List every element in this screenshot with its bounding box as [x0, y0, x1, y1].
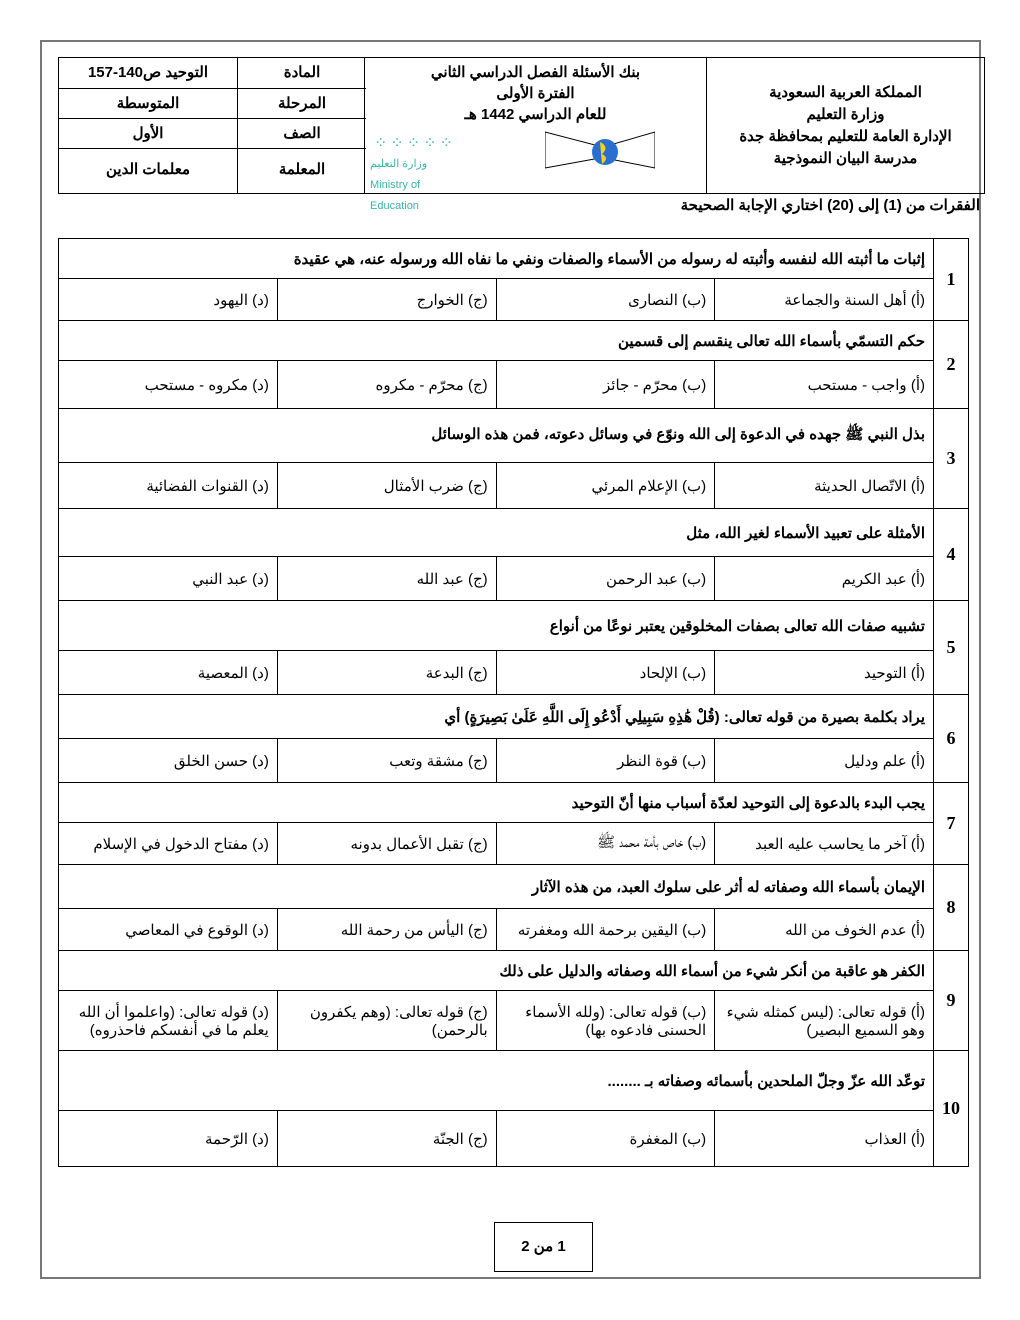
ministry-name: وزارة التعليم [806, 105, 885, 123]
options-row [59, 1111, 969, 1167]
question-text: تشبيه صفات الله تعالى بصفات المخلوقين يعتبر نوعًا من أنواع [59, 601, 934, 651]
answer-option[interactable]: (ج) عبد الله [277, 557, 496, 601]
question-row [59, 601, 969, 651]
answer-option[interactable]: (د) قوله تعالى: (واعلموا أن الله يعلم ما في أنفسكم فاحذروه) [59, 991, 278, 1051]
exam-title [364, 58, 706, 212]
answer-option[interactable]: (أ) علم ودليل [715, 739, 934, 783]
answer-option[interactable]: (ب) قوله تعالى: (ولله الأسماء الحسنى فادعوه بها) [496, 991, 715, 1051]
question-number: 5 [934, 601, 969, 695]
answer-option[interactable]: (أ) قوله تعالى: (ليس كمثله شيء وهو السميع البصير) [715, 991, 934, 1051]
options-row [59, 651, 969, 695]
answer-option[interactable]: (أ) واجب - مستحب [715, 361, 934, 409]
info-label: المعلمة [237, 149, 366, 193]
options-row [59, 463, 969, 509]
options-row [59, 909, 969, 951]
answer-option[interactable]: (د) الوقوع في المعاصي [59, 909, 278, 951]
answer-option[interactable]: (ب) عبد الرحمن [496, 557, 715, 601]
answer-option[interactable]: (أ) عدم الخوف من الله [715, 909, 934, 951]
options-row [59, 991, 969, 1051]
question-number: 2 [934, 321, 969, 409]
info-row-grade [59, 119, 366, 149]
answer-option[interactable]: (ب) الإلحاد [496, 651, 715, 695]
options-row [59, 739, 969, 783]
question-row [59, 1051, 969, 1111]
answer-option[interactable]: (ج) اليأس من رحمة الله [277, 909, 496, 951]
answer-option[interactable]: (أ) التوحيد [715, 651, 934, 695]
title-line: الفترة الأولى [496, 85, 575, 102]
options-row [59, 279, 969, 321]
answer-option[interactable]: (د) اليهود [59, 279, 278, 321]
info-row-stage [59, 89, 366, 119]
options-row [59, 557, 969, 601]
answer-option[interactable]: (د) حسن الخلق [59, 739, 278, 783]
answer-option[interactable]: (ب) الإعلام المرئي [496, 463, 715, 509]
instructions: الفقرات من (1) إلى (20) اختاري الإجابة الصحيحة [680, 197, 980, 214]
page-number: 1 من 2 [494, 1222, 593, 1272]
answer-option[interactable]: (ج) الخوارج [277, 279, 496, 321]
info-value: المتوسطة [116, 95, 180, 112]
answer-option[interactable]: (أ) آخر ما يحاسب عليه العبد [715, 823, 934, 865]
answer-option[interactable]: (ج) محرّم - مكروه [277, 361, 496, 409]
question-number: 3 [934, 409, 969, 509]
answer-option[interactable]: (ج) الجنّة [277, 1111, 496, 1167]
question-row [59, 239, 969, 279]
answer-option[interactable]: (أ) العذاب [715, 1111, 934, 1167]
question-row [59, 409, 969, 463]
school-logo-icon [545, 130, 655, 170]
answer-option[interactable]: (أ) أهل السنة والجماعة [715, 279, 934, 321]
school-info [706, 58, 984, 193]
options-row [59, 823, 969, 865]
question-row [59, 865, 969, 909]
options-row [59, 361, 969, 409]
info-row-teacher [59, 149, 366, 193]
answer-option[interactable]: (د) مكروه - مستحب [59, 361, 278, 409]
answer-option[interactable]: (ب) قوة النظر [496, 739, 715, 783]
school-name: مدرسة البيان النموذجية [773, 149, 918, 167]
answer-option[interactable]: (د) مفتاح الدخول في الإسلام [59, 823, 278, 865]
question-number: 10 [934, 1051, 969, 1167]
answer-option[interactable]: (د) عبد النبي [59, 557, 278, 601]
question-text: توعّد الله عزّ وجلّ الملحدين بأسمائه وصفاته بـ ........ [59, 1051, 934, 1111]
question-text: يجب البدء بالدعوة إلى التوحيد لعدّة أسباب منها أنّ التوحيد [59, 783, 934, 823]
answer-option[interactable]: (ب) اليقين برحمة الله ومغفرته [496, 909, 715, 951]
question-number: 7 [934, 783, 969, 865]
ministry-logo: ⁘⁘⁘⁘⁘ وزارة التعليم Ministry of Education [370, 135, 457, 212]
info-value: التوحيد ص140-157 [87, 64, 209, 81]
question-text: الكفر هو عاقبة من أنكر شيء من أسماء الله وصفاته والدليل على ذلك [59, 951, 934, 991]
info-value: معلمات الدين [106, 161, 190, 178]
question-number: 6 [934, 695, 969, 783]
answer-option[interactable]: (ج) البدعة [277, 651, 496, 695]
answer-option[interactable]: (د) الرّحمة [59, 1111, 278, 1167]
question-row [59, 695, 969, 739]
answer-option[interactable]: (أ) الاتّصال الحديثة [715, 463, 934, 509]
answer-option[interactable]: (ب) المغفرة [496, 1111, 715, 1167]
country-name: المملكة العربية السعودية [769, 83, 922, 101]
question-number: 8 [934, 865, 969, 951]
info-row-subject [59, 58, 366, 89]
info-label: المادة [237, 58, 366, 88]
answer-option[interactable]: (ب) النصارى [496, 279, 715, 321]
answer-option[interactable]: (د) القنوات الفضائية [59, 463, 278, 509]
question-text: حكم التسمّي بأسماء الله تعالى ينقسم إلى قسمين [59, 321, 934, 361]
answer-option[interactable]: (ب) خاص بأمة محمد ﷺ [496, 823, 715, 865]
question-number: 9 [934, 951, 969, 1051]
directorate-name: الإدارة العامة للتعليم بمحافظة جدة [739, 127, 952, 145]
info-label: الصف [237, 119, 366, 148]
question-text: الأمثلة على تعبيد الأسماء لغير الله، مثل [59, 509, 934, 557]
info-value: الأول [132, 125, 164, 142]
question-row [59, 783, 969, 823]
answer-option[interactable]: (ج) مشقة وتعب [277, 739, 496, 783]
question-text: بذل النبي ﷺ جهده في الدعوة إلى الله ونوّع في وسائل دعوته، فمن هذه الوسائل [59, 409, 934, 463]
question-row [59, 509, 969, 557]
questions-table [58, 238, 969, 1167]
question-number: 4 [934, 509, 969, 601]
answer-option[interactable]: (ج) قوله تعالى: (وهم يكفرون بالرحمن) [277, 991, 496, 1051]
question-text: الإيمان بأسماء الله وصفاته له أثر على سلوك العبد، من هذه الآثار [59, 865, 934, 909]
title-line: للعام الدراسي 1442 هـ [464, 106, 607, 123]
question-number: 1 [934, 239, 969, 321]
question-row [59, 321, 969, 361]
answer-option[interactable]: (أ) عبد الكريم [715, 557, 934, 601]
question-text: إثبات ما أثبته الله لنفسه وأثبته له رسوله من الأسماء والصفات ونفي ما نفاه الله ورسوله عنه، هي عقيدة [59, 239, 934, 279]
question-row [59, 951, 969, 991]
answer-option[interactable]: (د) المعصية [59, 651, 278, 695]
answer-option[interactable]: (ج) تقبل الأعمال بدونه [277, 823, 496, 865]
question-text: يراد بكلمة بصيرة من قوله تعالى: (قُلْ هَٰذِهِ سَبِيلِي أَدْعُو إِلَى اللَّهِ عَلَىٰ بَصِيرَةٍ) أي [59, 695, 934, 739]
title-line: بنك الأسئلة الفصل الدراسي الثاني [430, 64, 641, 81]
exam-info-grid [59, 58, 366, 193]
answer-option[interactable]: (ب) محرّم - جائز [496, 361, 715, 409]
answer-option[interactable]: (ج) ضرب الأمثال [277, 463, 496, 509]
info-label: المرحلة [237, 89, 366, 118]
